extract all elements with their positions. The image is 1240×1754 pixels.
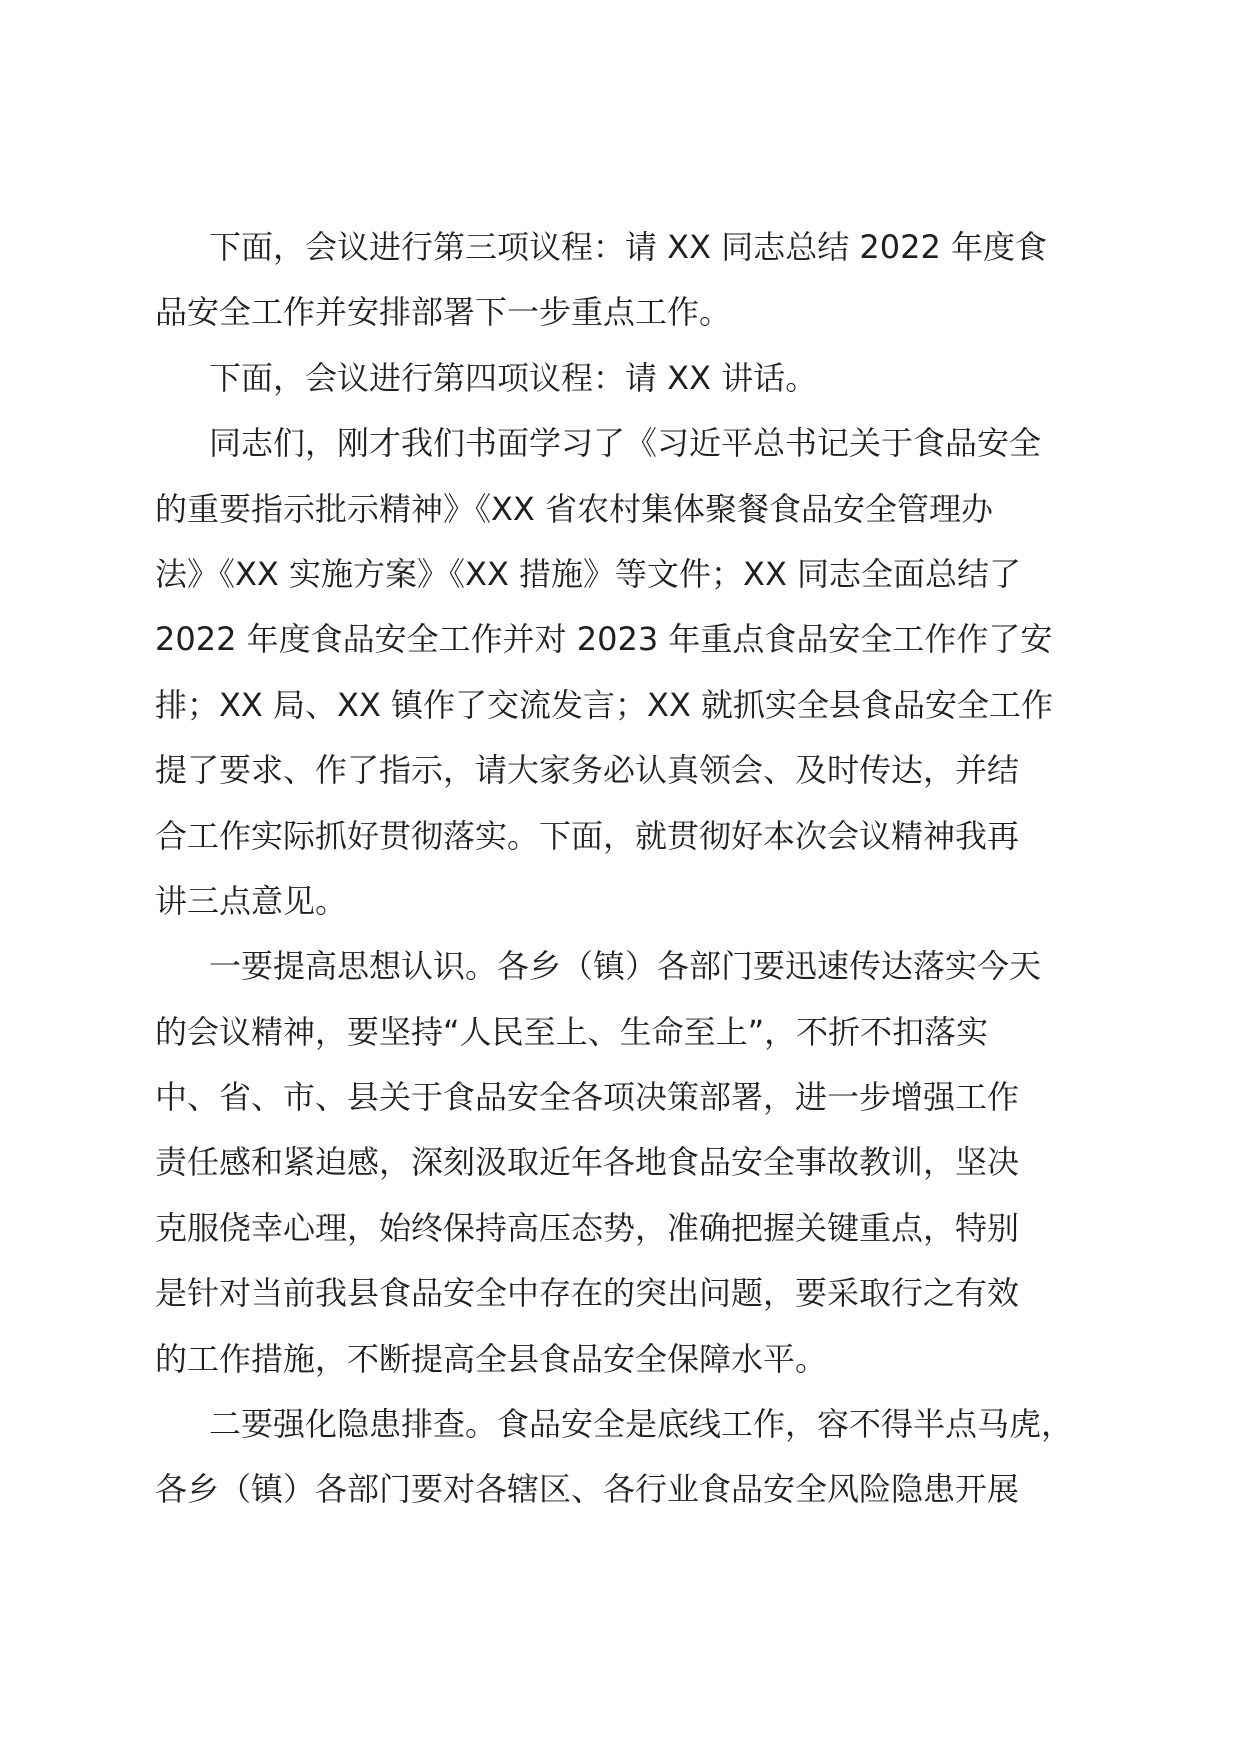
text-line: 中、省、市、县关于食品安全各项决策部署，进一步增强工作 xyxy=(155,1078,1020,1117)
text-line: 克服侥幸心理，始终保持高压态势，准确把握关键重点，特别 xyxy=(155,1208,1020,1247)
text-line: 的工作措施，不断提高全县食品安全保障水平。 xyxy=(155,1339,828,1378)
text-line: 合工作实际抓好贯彻落实。下面，就贯彻好本次会议精神我再 xyxy=(155,816,1020,855)
text-line: 责任感和紧迫感，深刻汲取近年各地食品安全事故教训，坚决 xyxy=(155,1143,1020,1182)
text-line: 讲三点意见。 xyxy=(155,881,348,920)
text-line: 的会议精神，要坚持“人民至上、生命至上”，不折不扣落实 xyxy=(155,1012,989,1051)
text-line: 各乡（镇）各部门要对各辖区、各行业食品安全风险隐患开展 xyxy=(155,1470,1020,1509)
text-line: 下面，会议进行第三项议程：请 XX 同志总结 2022 年度食 xyxy=(209,228,1047,266)
text-line: 下面，会议进行第四项议程：请 XX 讲话。 xyxy=(209,358,818,397)
text-line: 2022 年度食品安全工作并对 2023 年重点食品安全工作作了安 xyxy=(155,620,1053,659)
text-line: 二要强化隐患排查。食品安全是底线工作，容不得半点马虎， xyxy=(209,1405,1074,1444)
text-line: 提了要求、作了指示，请大家务必认真领会、及时传达，并结 xyxy=(155,751,1020,790)
text-line: 的重要指示批示精神》《XX 省农村集体聚餐食品安全管理办 xyxy=(155,489,994,528)
text-line: 排；XX 局、XX 镇作了交流发言；XX 就抓实全县食品安全工作 xyxy=(155,685,1054,724)
text-line: 同志们，刚才我们书面学习了《习近平总书记关于食品安全 xyxy=(209,424,1042,463)
text-line: 法》《XX 实施方案》《XX 措施》等文件；XX 同志全面总结了 xyxy=(155,554,1022,593)
text-line: 是针对当前我县食品安全中存在的突出问题，要采取行之有效 xyxy=(155,1274,1020,1313)
document-body xyxy=(155,215,1095,1523)
text-line: 一要提高思想认识。各乡（镇）各部门要迅速传达落实今天 xyxy=(209,947,1042,986)
text-line: 品安全工作并安排部署下一步重点工作。 xyxy=(155,293,732,332)
